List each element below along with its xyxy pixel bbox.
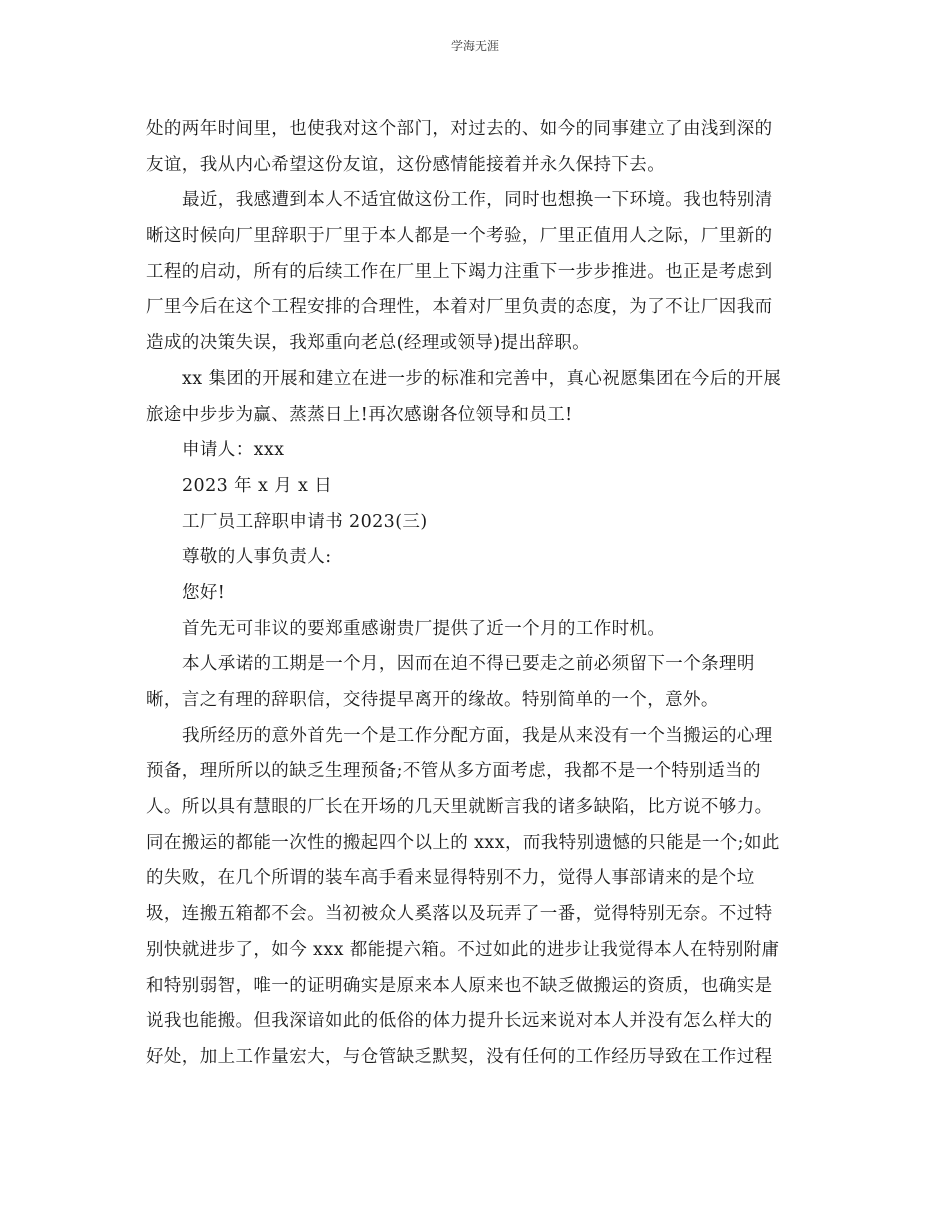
text-line: 本人承诺的工期是一个月，因而在迫不得已要走之前必须留下一个条理明 (182, 654, 755, 675)
text-line: xx 集团的开展和建立在进一步的标准和完善中，真心祝愿集团在今后的开展 (182, 368, 782, 389)
text-line: 最近，我感遭到本人不适宜做这份工作，同时也想换一下环境。我也特别清 (182, 190, 773, 211)
text-line: 您好! (182, 582, 226, 603)
text-line: 晰这时候向厂里辞职于厂里于本人都是一个考验，厂里正值用人之际，厂里新的 (146, 226, 773, 247)
text-line: 好处，加上工作量宏大，与仓管缺乏默契，没有任何的工作经历导致在工作过程 (146, 1046, 773, 1067)
text-line: 厂里今后在这个工程安排的合理性，本着对厂里负责的态度，为了不让厂因我而 (146, 297, 773, 318)
text-line: 首先无可非议的要郑重感谢贵厂提供了近一个月的工作时机。 (182, 618, 666, 639)
text-line: 旅途中步步为赢、蒸蒸日上!再次感谢各位领导和员工! (146, 404, 573, 425)
document-body (146, 112, 806, 1076)
text-line: 说我也能搬。但我深谙如此的低俗的体力提升长远来说对本人并没有怎么样大的 (146, 1011, 773, 1032)
text-line: 2023 年 x 月 x 日 (182, 475, 333, 496)
page-header: 学海无涯 (450, 39, 499, 53)
text-line: 预备，理所所以的缺乏生理预备;不管从多方面考虑，我都不是一个特别适当的 (146, 761, 761, 782)
text-line: 和特别弱智，唯一的证明确实是原来本人原来也不缺乏做搬运的资质，也确实是 (146, 975, 773, 996)
text-line: 我所经历的意外首先一个是工作分配方面，我是从来没有一个当搬运的心理 (182, 725, 773, 746)
text-line: 友谊，我从内心希望这份友谊，这份感情能接着并永久保持下去。 (146, 154, 666, 175)
text-line: 晰，言之有理的辞职信，交待提早离开的缘故。特别简单的一个，意外。 (146, 690, 719, 710)
text-line: 造成的决策失误，我郑重向老总(经理或领导)提出辞职。 (146, 333, 591, 354)
text-line: 人。所以具有慧眼的厂长在开场的几天里就断言我的诸多缺陷，比方说不够力。 (146, 797, 773, 818)
text-line: 别快就进步了，如今 xxx 都能提六箱。不过如此的进步让我觉得本人在特别附庸 (146, 939, 780, 960)
text-line: 尊敬的人事负责人: (182, 547, 332, 568)
text-line: 工程的启动，所有的后续工作在厂里上下竭力注重下一步步推进。也正是考虑到 (146, 261, 773, 282)
text-line: 申请人：xxx (182, 440, 285, 461)
text-line: 处的两年时间里，也使我对这个部门，对过去的、如今的同事建立了由浅到深的 (146, 119, 773, 139)
text-line: 圾，连搬五箱都不会。当初被众人奚落以及玩弄了一番，觉得特别无奈。不过特 (146, 904, 773, 925)
text-line: 同在搬运的都能一次性的搬起四个以上的 xxx，而我特别遗憾的只能是一个;如此 (146, 832, 780, 853)
text-line: 工厂员工辞职申请书 2023(三) (182, 511, 428, 532)
text-line: 的失败，在几个所谓的装车高手看来显得特别不力，觉得人事部请来的是个垃 (146, 868, 755, 889)
